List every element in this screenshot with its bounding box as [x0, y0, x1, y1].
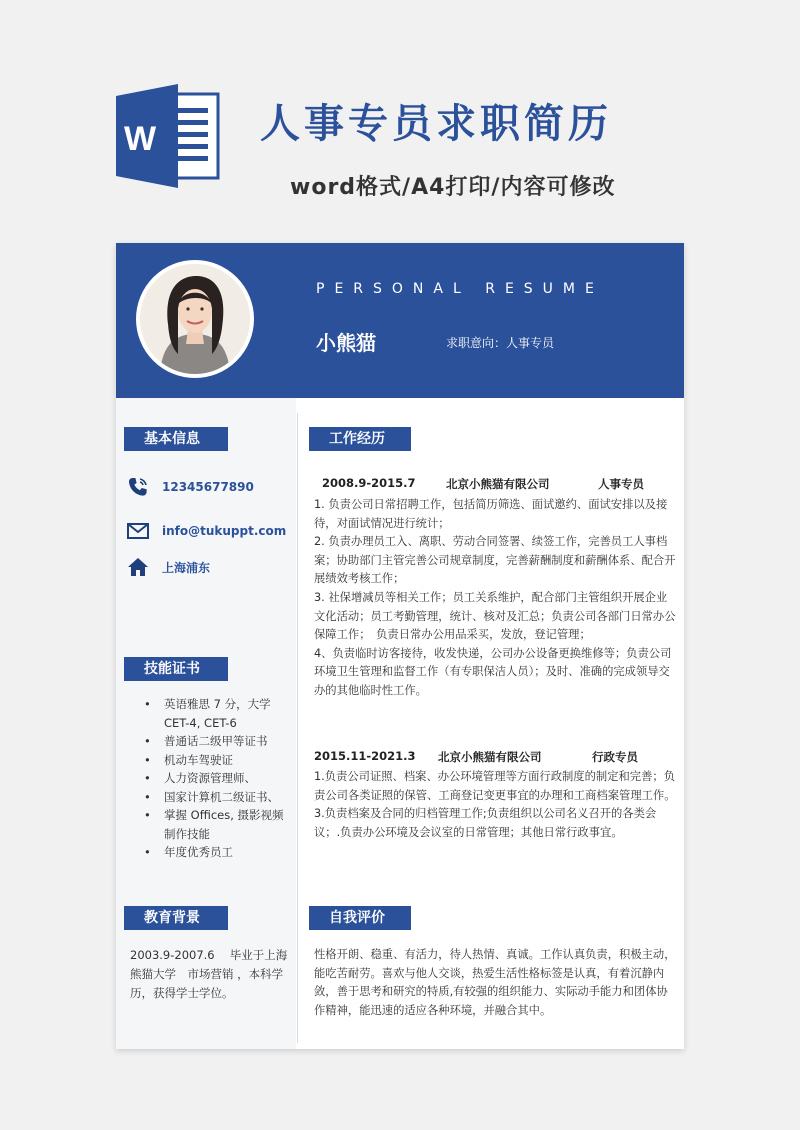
phone-number: 12345677890 [162, 480, 254, 494]
job-line: 3.负责档案及合同的归档管理工作;负责组织以公司名义召开的各类会议；.负责办公环境及会议室的日常管理；其他日常行政事宜。 [314, 807, 657, 839]
column-divider [297, 413, 298, 1043]
section-title-skills: 技能证书 [124, 657, 228, 681]
job-line: 1. 负责公司日常招聘工作，包括简历筛选、面试邀约、面试安排以及接待，对面试情况进行统计； [314, 498, 668, 530]
job-line: 3. 社保增减员等相关工作；员工关系维护，配合部门主管组织开展企业文化活动；员工考勤管理，统计、核对及汇总；负责公司各部门日常办公保障工作； 负责日常办公用品采买，发放，登记管理； [314, 590, 676, 642]
resume-header [116, 243, 684, 398]
skills-list [144, 695, 294, 862]
list-item: • 年度优秀员工 [144, 843, 294, 862]
section-title-basic: 基本信息 [124, 427, 228, 451]
list-item: • 掌握 Offices, 摄影视频制作技能 [144, 806, 294, 843]
job-company: 北京小熊猫有限公司 [438, 750, 542, 764]
list-item: • 英语雅思 7 分，大学CET-4, CET-6 [144, 695, 294, 732]
section-title-self: 自我评价 [309, 906, 411, 930]
location-text: 上海浦东 [162, 560, 211, 575]
mail-icon [126, 519, 150, 543]
job-description [314, 768, 676, 842]
section-title-work: 工作经历 [309, 427, 411, 451]
avatar [136, 260, 254, 378]
contact-phone [126, 475, 254, 499]
self-evaluation-text: 性格开朗、稳重、有活力，待人热情、真诚。工作认真负责，积极主动，能吃苦耐劳。喜欢与他人交谈，热爱生活性格标签是认真，有着沉静内敛，善于思考和研究的特质,有较强的组织能力、实际动手能力和团体协作精神，能迅速的适应各种环境，并融合其中。 [314, 948, 676, 1017]
banner-title: 人事专员求职简历 [260, 101, 612, 147]
resume-paper [116, 243, 684, 1049]
word-doc-icon [116, 84, 224, 188]
contact-email [126, 519, 286, 543]
job-date: 2015.11-2021.3 [314, 749, 416, 763]
list-item: • 国家计算机二级证书、 [144, 788, 294, 807]
job-line: 4、负责临时访客接待，收发快递，公司办公设备更换维修等；负责公司环境卫生管理和监督工作（有专职保洁人员）；及时、准确的完成领导交办的其他临时性工作。 [314, 646, 672, 697]
list-item: • 普通话二级甲等证书 [144, 732, 294, 751]
list-item: • 机动车驾驶证 [144, 751, 294, 770]
list-item: • 人力资源管理师、 [144, 769, 294, 788]
job-role: 行政专员 [592, 750, 638, 764]
job-intent: 求职意向：人事专员 [446, 336, 555, 350]
education-text: 2003.9-2007.6 毕业于上海熊猫大学 市场营销 ，本科学历，获得学士学位。 [130, 948, 288, 1000]
job-role: 人事专员 [598, 477, 644, 491]
email-address: info@tukuppt.com [162, 524, 287, 538]
banner-subtitle: word格式/A4打印/内容可修改 [290, 175, 616, 200]
section-title-education: 教育背景 [124, 906, 228, 930]
job-description [314, 496, 676, 701]
home-icon [126, 555, 150, 579]
contact-location [126, 555, 210, 579]
job-line: 2. 负责办理员工入、离职、劳动合同签署、续签工作，完善员工人事档案；协助部门主管完善公司规章制度，完善薪酬制度和薪酬体系、配合开展绩效考核工作； [314, 535, 676, 586]
svg-text:W: W [124, 120, 157, 158]
phone-icon [126, 475, 150, 499]
candidate-name: 小熊猫 [316, 331, 376, 355]
job-date: 2008.9-2015.7 [322, 476, 416, 490]
job-company: 北京小熊猫有限公司 [446, 477, 550, 491]
personal-resume-label: PERSONAL RESUME [316, 281, 604, 297]
job-line: 1.负责公司证照、档案、办公环境管理等方面行政制度的制定和完善；负责公司各类证照的保管、工商登记变更事宜的办理和工商档案管理工作。 [314, 770, 676, 802]
